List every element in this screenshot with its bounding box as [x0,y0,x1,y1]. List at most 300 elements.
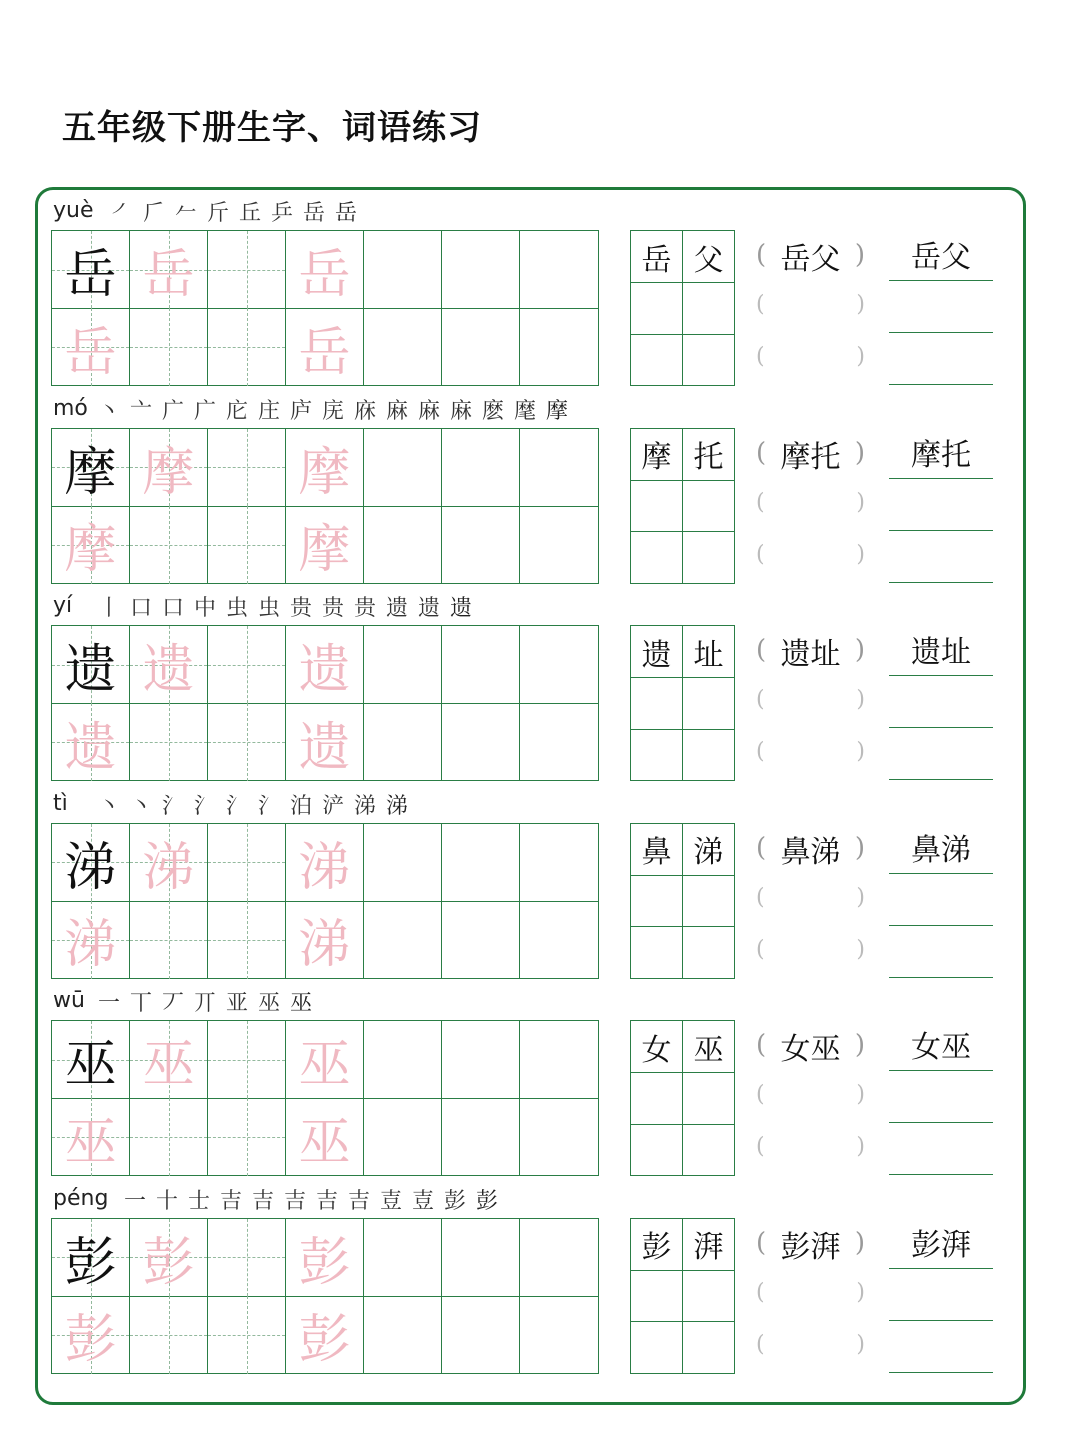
word-cell[interactable] [683,927,735,979]
stroke-step: 麻 [385,398,408,424]
trace-char: 摩 [64,520,117,580]
stroke-step: 壴 [379,1188,402,1214]
trace-char: 彭 [142,1232,195,1293]
paren-right: ) [856,1279,865,1305]
writing-cell[interactable] [208,901,286,979]
writing-cell[interactable] [442,626,520,704]
line-word: 鼻涕 [911,832,971,868]
writing-cell[interactable] [286,231,364,309]
writing-cell[interactable] [52,1296,130,1374]
trace-char: 遗 [298,717,351,778]
stroke-step: 十 [155,1188,178,1214]
pinyin-label: tì [53,790,68,816]
paren-answer[interactable] [758,1328,863,1368]
trace-char: 摩 [298,520,351,580]
trace-char: 摩 [298,442,351,503]
guide-line-h [130,742,207,743]
answer-line[interactable] [889,478,993,479]
trace-char: 遗 [142,640,195,700]
stroke-step: 壴 [411,1188,434,1214]
word-cell[interactable]: 摩 [631,429,683,481]
stroke-step: 遗 [417,596,440,621]
writing-cell[interactable] [442,1296,520,1374]
answer-line[interactable] [889,779,993,780]
word-cell[interactable]: 湃 [683,1219,735,1271]
writing-cell[interactable] [130,231,208,309]
writing-cell[interactable] [52,824,130,902]
paren-answer[interactable] [758,288,863,328]
stroke-step: 涕 [353,793,376,819]
word-grid [630,1218,735,1374]
writing-cell[interactable] [364,308,442,386]
trace-char: 彭 [298,1232,351,1293]
word-grid [630,1020,735,1176]
line-word: 遗址 [911,635,971,670]
stroke-step: 氵 [225,793,248,819]
writing-cell[interactable] [52,1021,130,1099]
trace-char: 岳 [298,245,351,305]
stroke-step: 庀 [225,398,248,424]
stroke-step: 吉 [219,1188,242,1214]
paren-left: ( [756,1082,765,1107]
writing-cell[interactable] [364,429,442,507]
paren-answer [758,434,863,474]
guide-line-h [130,1335,207,1336]
word-cell[interactable] [631,1270,683,1322]
trace-char: 岳 [142,245,195,305]
word-cell[interactable] [683,1270,735,1322]
writing-cell[interactable] [364,824,442,902]
paren-right: ) [856,292,865,317]
writing-cell[interactable] [520,901,598,979]
paren-left: ( [756,884,765,910]
writing-cell[interactable] [520,1296,598,1374]
writing-cell[interactable] [130,1098,208,1176]
paren-left: ( [756,936,765,962]
word-cell[interactable]: 彭 [631,1219,683,1271]
trace-char: 岳 [64,322,117,383]
writing-cell[interactable] [520,308,598,386]
writing-cell[interactable] [208,308,286,386]
word-cell[interactable] [683,875,735,927]
guide-line-h [208,940,285,941]
word-cell[interactable] [683,1322,735,1374]
writing-cell[interactable] [442,901,520,979]
word-cell[interactable]: 址 [683,626,735,678]
stroke-step: 乒 [270,201,293,226]
word-cell[interactable] [631,1322,683,1374]
word-cell[interactable] [683,678,735,730]
paren-answer[interactable] [758,1276,863,1316]
writing-cell[interactable] [286,429,364,507]
writing-cell[interactable] [520,429,598,507]
writing-cell[interactable] [208,1021,286,1099]
word-cell[interactable]: 岳 [631,231,683,283]
stroke-step: 丘 [238,201,261,226]
word-cell[interactable] [631,1073,683,1125]
paren-right: ) [856,936,865,962]
writing-cell[interactable] [364,231,442,309]
paren-left: ( [756,437,767,468]
char-section [0,785,1080,983]
writing-cell[interactable] [208,703,286,781]
writing-cell[interactable] [520,1219,598,1297]
writing-cell[interactable] [520,506,598,584]
writing-cell[interactable] [286,308,364,386]
paren-word: 遗址 [780,637,841,672]
stroke-step: 吉 [283,1188,306,1214]
writing-cell[interactable] [208,824,286,902]
word-cell[interactable]: 托 [683,429,735,481]
word-cell[interactable] [631,480,683,532]
writing-cell[interactable] [364,703,442,781]
stroke-step: 氵 [193,793,216,819]
writing-cell[interactable] [520,231,598,309]
trace-char: 遗 [64,717,117,778]
answer-line[interactable] [889,332,993,333]
stroke-step: 贵 [353,596,376,621]
paren-right: ) [854,832,865,863]
paren-left: ( [756,1331,765,1357]
stroke-step: 口 [129,596,152,621]
word-cell[interactable] [631,927,683,979]
writing-cell[interactable] [520,1098,598,1176]
trace-char: 岳 [298,322,351,383]
writing-cell[interactable] [520,703,598,781]
guide-line-h [208,467,285,468]
pinyin-label: yí [53,593,73,618]
paren-word: 女巫 [780,1032,841,1067]
paren-answer[interactable] [758,1130,863,1170]
stroke-step: 丶 [129,793,152,819]
writing-cell[interactable] [208,506,286,584]
writing-cell[interactable] [364,1219,442,1297]
paren-answer[interactable] [758,486,863,526]
writing-cell[interactable] [52,901,130,979]
writing-cell[interactable] [130,1296,208,1374]
paren-left: ( [756,292,765,317]
writing-cell[interactable] [442,1098,520,1176]
writing-grid [51,823,599,979]
writing-cell[interactable] [286,1219,364,1297]
stroke-step: 吉 [251,1188,274,1214]
paren-right: ) [856,1134,865,1159]
guide-line-h [208,742,285,743]
writing-cell[interactable] [520,824,598,902]
writing-cell[interactable] [364,901,442,979]
stroke-order [106,196,362,227]
writing-cell[interactable] [364,1098,442,1176]
word-cell[interactable] [683,532,735,584]
paren-right: ) [856,1331,865,1357]
writing-cell[interactable] [442,1219,520,1297]
paren-right: ) [856,344,865,369]
trace-char: 彭 [64,1310,117,1370]
writing-cell[interactable] [286,1098,364,1176]
stroke-step: 彭 [443,1188,466,1214]
writing-grid [51,625,599,781]
word-grid [630,428,735,584]
word-cell[interactable] [631,729,683,781]
paren-answer[interactable] [758,881,863,921]
stroke-step: 丶 [97,793,120,819]
trace-char: 彭 [298,1310,351,1370]
paren-answer[interactable] [758,735,863,775]
stroke-step: 士 [187,1188,210,1214]
writing-cell[interactable] [286,703,364,781]
guide-line-h [208,862,285,863]
paren-right: ) [856,489,865,515]
char-section [0,1180,1080,1378]
writing-cell[interactable] [286,1296,364,1374]
word-cell[interactable]: 巫 [683,1021,735,1073]
paren-answer[interactable] [758,933,863,973]
writing-grid [51,1218,599,1374]
stroke-step: 广 [193,398,216,424]
writing-cell[interactable] [286,824,364,902]
stroke-step: 摩 [545,398,568,424]
word-grid [630,625,735,781]
word-cell[interactable] [631,678,683,730]
stroke-step: 麽 [481,398,504,424]
char-section [0,982,1080,1180]
writing-cell[interactable] [208,231,286,309]
word-cell[interactable]: 女 [631,1021,683,1073]
writing-cell[interactable] [364,506,442,584]
stroke-step: 斤 [206,201,229,226]
paren-answer [758,1224,863,1264]
word-cell[interactable] [631,334,683,386]
paren-left: ( [756,832,767,863]
writing-cell[interactable] [208,429,286,507]
trace-char: 巫 [298,1035,351,1095]
trace-char: 涕 [298,915,351,975]
answer-line[interactable] [889,1174,993,1175]
word-cell[interactable] [683,334,735,386]
stroke-order [93,394,573,425]
answer-line[interactable] [889,925,993,926]
stroke-step: 巫 [257,991,280,1016]
stroke-step: 氵 [257,793,280,819]
word-cell[interactable] [683,1124,735,1176]
answer-line[interactable] [889,280,993,281]
word-cell[interactable] [683,729,735,781]
model-char: 岳 [64,245,117,305]
paren-left: ( [756,1134,765,1159]
stroke-order [93,789,413,820]
word-cell[interactable] [631,283,683,335]
pinyin-label: péng [53,1185,109,1211]
stroke-order [93,591,477,622]
answer-line[interactable] [889,873,993,874]
writing-cell[interactable] [52,703,130,781]
stroke-step: 口 [161,596,184,621]
stroke-step: 丌 [193,991,216,1016]
stroke-step: 岳 [302,201,325,226]
word-cell[interactable] [683,283,735,335]
writing-cell[interactable] [52,626,130,704]
paren-answer[interactable] [758,538,863,578]
answer-line[interactable] [889,727,993,728]
paren-right: ) [854,1030,865,1060]
writing-cell[interactable] [130,703,208,781]
guide-line-h [130,940,207,941]
writing-cell[interactable] [208,626,286,704]
trace-char: 遗 [298,640,351,700]
writing-cell[interactable] [130,824,208,902]
paren-right: ) [856,687,865,712]
guide-line-h [130,347,207,348]
writing-cell[interactable] [286,626,364,704]
writing-cell[interactable] [130,1021,208,1099]
paren-answer[interactable] [758,683,863,723]
answer-line[interactable] [889,530,993,531]
writing-cell[interactable] [52,308,130,386]
word-cell[interactable]: 鼻 [631,824,683,876]
writing-cell[interactable] [130,506,208,584]
word-cell[interactable]: 父 [683,231,735,283]
writing-cell[interactable] [442,703,520,781]
stroke-step: 麾 [513,398,536,424]
writing-cell[interactable] [364,626,442,704]
stroke-step: 遗 [385,596,408,621]
paren-answer[interactable] [758,340,863,380]
writing-cell[interactable] [442,429,520,507]
paren-left: ( [756,1279,765,1305]
writing-grid [51,230,599,386]
writing-cell[interactable] [52,506,130,584]
word-cell[interactable] [683,480,735,532]
answer-line[interactable] [889,1372,993,1373]
paren-right: ) [854,635,865,665]
model-char: 摩 [64,442,117,503]
char-section [0,192,1080,390]
writing-cell[interactable] [52,231,130,309]
writing-cell[interactable] [52,1098,130,1176]
writing-cell[interactable] [208,1219,286,1297]
paren-word: 鼻涕 [780,834,841,870]
stroke-step: 岳 [334,201,357,226]
writing-grid [51,1020,599,1176]
word-cell[interactable] [683,1073,735,1125]
writing-cell[interactable] [52,429,130,507]
paren-right: ) [854,240,865,270]
answer-line[interactable] [889,384,993,385]
paren-answer [758,236,863,276]
writing-cell[interactable] [364,1296,442,1374]
stroke-step: 涕 [385,793,408,819]
trace-char: 涕 [64,915,117,975]
answer-line[interactable] [889,582,993,583]
writing-cell[interactable] [130,1219,208,1297]
guide-line-h [208,1257,285,1258]
line-word: 岳父 [911,240,971,275]
line-word: 摩托 [911,437,971,473]
word-cell[interactable]: 遗 [631,626,683,678]
paren-left: ( [756,344,765,369]
writing-cell[interactable] [286,901,364,979]
word-cell[interactable]: 涕 [683,824,735,876]
stroke-step: 巫 [289,991,312,1016]
writing-cell[interactable] [442,308,520,386]
paren-right: ) [856,884,865,910]
stroke-step: 贵 [289,596,312,621]
word-grid [630,230,735,386]
paren-left: ( [756,240,767,270]
writing-cell[interactable] [442,231,520,309]
answer-line[interactable] [889,675,993,676]
writing-cell[interactable] [208,1296,286,1374]
word-cell[interactable] [631,532,683,584]
writing-grid [51,428,599,584]
stroke-step: 贵 [321,596,344,621]
answer-line[interactable] [889,1320,993,1321]
guide-line-h [130,1137,207,1138]
stroke-step: 一 [97,991,120,1016]
word-cell[interactable] [631,1124,683,1176]
answer-line[interactable] [889,1070,993,1071]
answer-line[interactable] [889,1122,993,1123]
paren-right: ) [856,541,865,567]
word-grid [630,823,735,979]
paren-answer[interactable] [758,1078,863,1118]
paren-right: ) [854,1227,865,1258]
stroke-step: 一 [123,1188,146,1214]
writing-cell[interactable] [208,1098,286,1176]
writing-cell[interactable] [130,626,208,704]
stroke-step: 庑 [321,398,344,424]
stroke-step: 𠂉 [174,201,197,226]
writing-cell[interactable] [130,308,208,386]
stroke-order [93,986,317,1017]
stroke-step: 丆 [161,991,184,1016]
stroke-step: 庥 [353,398,376,424]
paren-answer [758,631,863,671]
writing-cell[interactable] [286,506,364,584]
writing-cell[interactable] [130,429,208,507]
stroke-step: 丶 [97,398,120,424]
writing-cell[interactable] [442,506,520,584]
stroke-step: 中 [193,596,216,621]
guide-line-h [208,545,285,546]
writing-cell[interactable] [52,1219,130,1297]
answer-line[interactable] [889,1268,993,1269]
writing-cell[interactable] [442,824,520,902]
paren-left: ( [756,541,765,567]
paren-left: ( [756,489,765,515]
guide-line-h [208,1335,285,1336]
guide-line-h [208,347,285,348]
paren-left: ( [756,1227,767,1258]
writing-cell[interactable] [364,1021,442,1099]
paren-right: ) [856,739,865,764]
writing-cell[interactable] [520,1021,598,1099]
writing-cell[interactable] [442,1021,520,1099]
guide-line-h [208,1060,285,1061]
trace-char: 巫 [298,1112,351,1173]
stroke-step: 𠂆 [142,201,165,226]
stroke-step: 麻 [417,398,440,424]
model-char: 涕 [64,837,117,898]
paren-right: ) [854,437,865,468]
word-cell[interactable] [631,875,683,927]
writing-cell[interactable] [520,626,598,704]
stroke-step: 庄 [257,398,280,424]
writing-cell[interactable] [286,1021,364,1099]
guide-line-h [130,545,207,546]
writing-cell[interactable] [130,901,208,979]
answer-line[interactable] [889,977,993,978]
